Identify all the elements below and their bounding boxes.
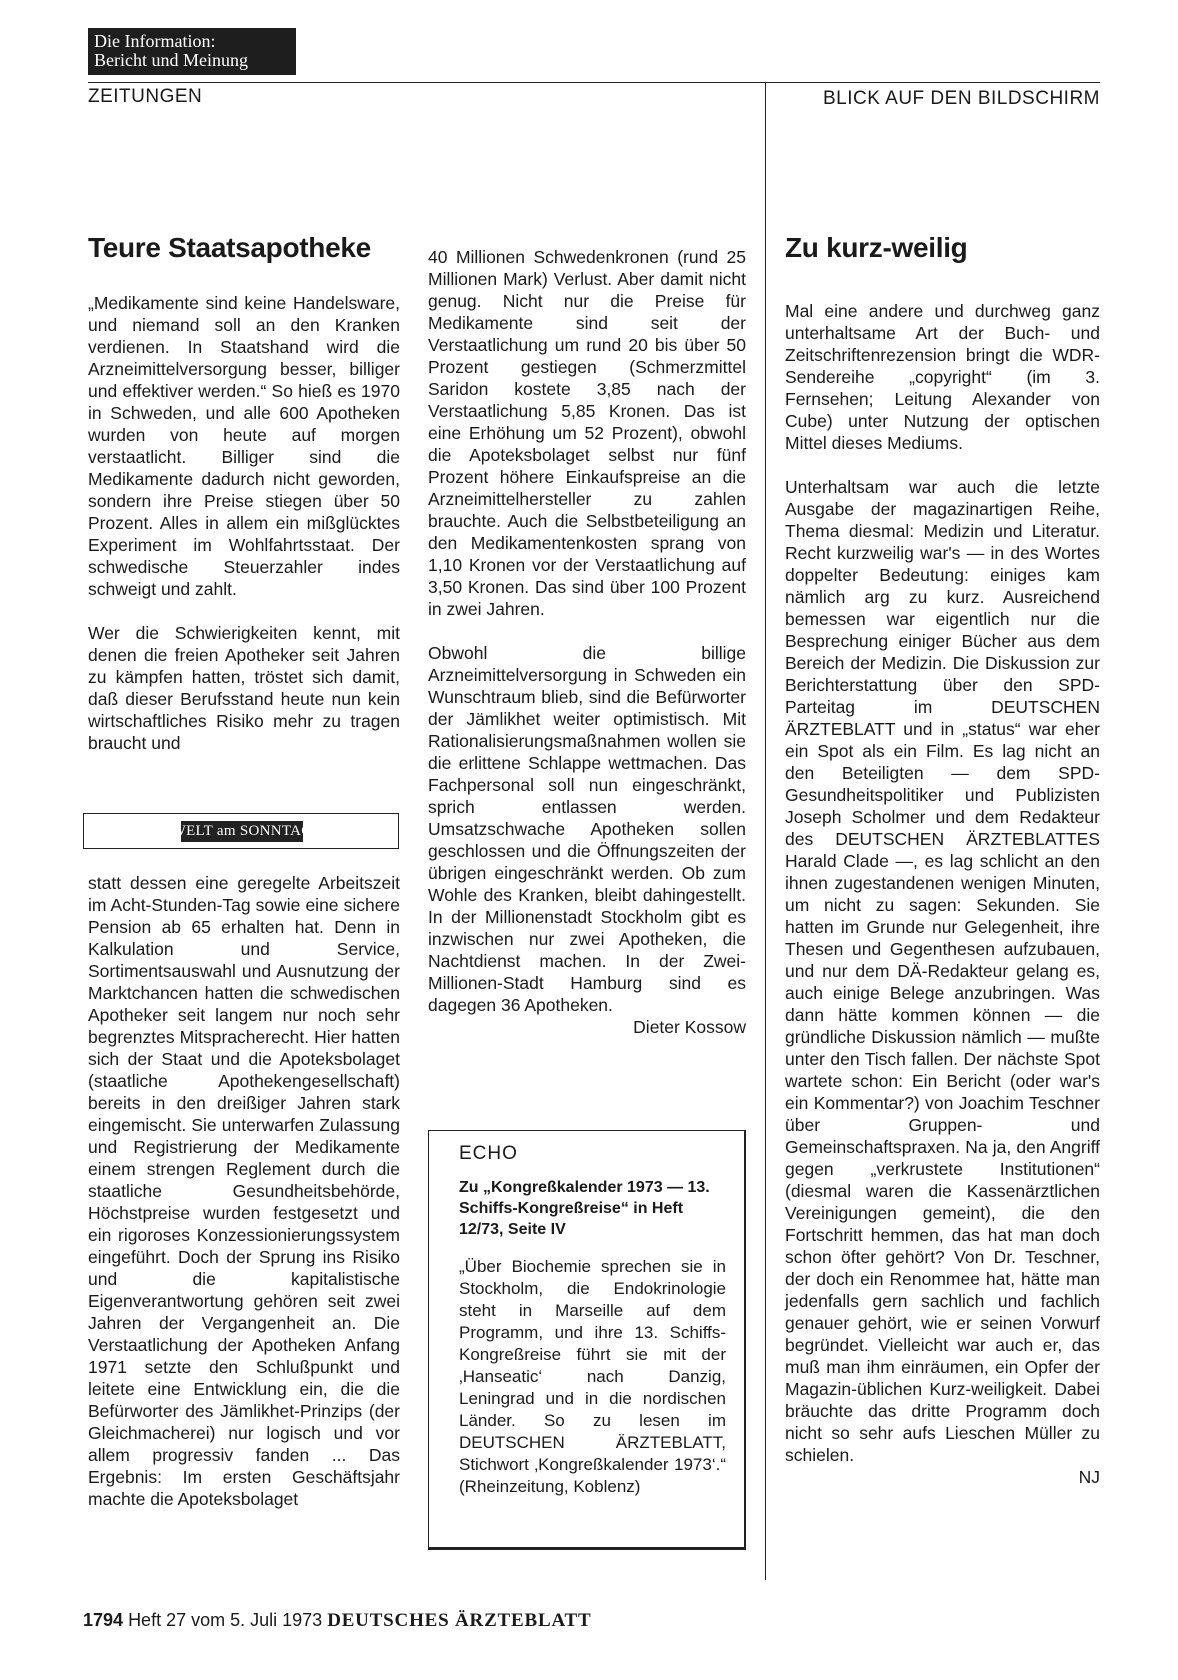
article-column-1b <box>88 872 400 1510</box>
badge-line-1: Die Information: <box>94 31 216 51</box>
article-column-1a <box>88 292 400 754</box>
paragraph: Mal eine andere und durchweg ganz unterhaltsame Art der Buch- und Zeitschriftenrezension bringt die WDR-Sendereihe „copyright“ (im 3. Fernsehen; Leitung Alexander von Cube) unter Nutzung der optischen Mittel dieses Mediums. <box>785 301 1100 453</box>
badge-line-2: Bericht und Meinung <box>94 50 248 70</box>
header-rule <box>88 82 1100 83</box>
paragraph: 40 Millionen Schwedenkronen (rund 25 Millionen Mark) Verlust. Aber damit nicht genug. Nicht nur die Preise für Medikamente sind seit der Verstaatlichung um rund 20 bis über 50 Prozent gestiegen (Schmerzmittel Saridon kostete 3,85 nach der Verstaatlichung 5,85 Kronen. Das ist eine Erhöhung um 52 Prozent), obwohl die Apoteksbolaget selbst nur fünf Prozent höhere Einkaufspreise an die Arzneimittelhersteller zu zahlen brauchte. Auch die Selbstbeteiligung an den Medikamentenkosten sprang von 1,10 Kronen vor der Verstaatlichung auf 3,50 Kronen. Das sind über 100 Prozent in zwei Jahren. <box>428 247 746 619</box>
paragraph: statt dessen eine geregelte Arbeitszeit im Acht-Stunden-Tag sowie eine sichere Pension ab 65 erhalten hat. Denn in Kalkulation und Service, Sortimentsauswahl und Ausnutzung der Marktchancen hatten die schwedischen Apotheker seit langem nur noch sehr begrenztes Mitspracherecht. Hier hatten sich der Staat und die Apoteksbolaget (staatliche Apothekengesellschaft) bereits in den dreißiger Jahren stark eingemischt. Sie unterwarfen Zulassung und Registrierung der Medikamente einem strengen Reglement durch die staatliche Gesundheitsbehörde, Höchstpreise wurden festgesetzt und ein rigoroses Konzessionierungssystem eingeführt. Doch der Sprung ins Risiko und die kapitalistische Eigenverantwortung gehören seit zwei Jahren der Vergangenheit an. Die Verstaatlichung der Apotheken Anfang 1971 setzte den Schlußpunkt und leitete eine Entwicklung ein, die die Befürworter des Jämlikhet-Prinzips (der Gleichmacherei) nur logisch und vor allem progressiv fanden ... Das Ergebnis: Im ersten Geschäftsjahr machte die Apoteksbolaget <box>88 873 400 1509</box>
article-column-3 <box>785 300 1100 1488</box>
page-footer <box>83 1610 592 1632</box>
echo-reference: Zu „Kongreßkalender 1973 — 13. Schiffs-Kongreßreise“ in Heft 12/73, Seite IV <box>459 1179 710 1238</box>
column-divider <box>765 82 766 1580</box>
article-headline: Teure Staatsapotheke <box>88 232 371 263</box>
source-box <box>83 813 399 849</box>
magazine-name: DEUTSCHES ÄRZTEBLATT <box>327 1610 592 1631</box>
article-headline-2: Zu kurz-weilig <box>785 232 968 263</box>
echo-box <box>428 1130 746 1550</box>
section-badge <box>88 28 296 75</box>
article-column-2 <box>428 246 746 1038</box>
paragraph: „Medikamente sind keine Handelsware, und niemand soll an den Kranken verdienen. In Staatshand wird die Arzneimittelversorgung besser, billiger und effektiver werden.“ So hieß es 1970 in Schweden, und alle 600 Apotheken wurden von heute auf morgen verstaatlicht. Billiger sind die Medikamente dadurch nicht geworden, sondern ihre Preise stiegen über 50 Prozent. Alles in allem ein mißglücktes Experiment im Wohlfahrtsstaat. Der schwedische Steuerzahler indes schweigt und zahlt. <box>88 293 400 599</box>
paragraph: Obwohl die billige Arzneimittelversorgung in Schweden ein Wunschtraum blieb, sind die Befürworter der Jämlikhet weiter optimistisch. Mit Rationalisierungsmaßnahmen wollen sie die erlittene Schlappe wettmachen. Das Fachpersonal soll nun eingeschränkt, sprich entlassen werden. Umsatzschwache Apotheken sollen geschlossen und die Öffnungszeiten der übrigen eingeschränkt werden. Ob zum Wohle des Kranken, bleibt dahingestellt. In der Millionenstadt Stockholm gibt es inzwischen nur zwei Apotheken, die Nachtdienst machen. In der Zwei-Millionen-Stadt Hamburg sind es dagegen 36 Apotheken. <box>428 643 746 1015</box>
paragraph: Unterhaltsam war auch die letzte Ausgabe der magazinartigen Reihe, Thema diesmal: Medizin und Literatur. Recht kurzweilig war's — in des Wortes doppelter Bedeutung: einiges kam nämlich arg zu kurz. Ausreichend bemessen war eigentlich nur die Besprechung einiger Bücher aus dem Bereich der Medizin. Die Diskussion zur Berichterstattung über den SPD-Parteitag im DEUTSCHEN ÄRZTEBLATT und in „status“ war eher ein Spot als ein Film. Es lag nicht an den Beteiligten — dem SPD-Gesundheitspolitiker und Publizisten Joseph Scholmer und dem Redakteur des DEUTSCHEN ÄRZTEBLATTES Harald Clade —, es lag schlicht an den ihnen zugestandenen wenigen Minuten, um nicht zu sagen: Sekunden. Sie hatten im Grunde nur Gelegenheit, ihre Thesen und Gegenthesen aufzubauen, und nur dem DÄ-Redakteur gelang es, auch einige Belege anzubringen. Was dann hätte kommen können — die gründliche Diskussion nämlich — mußte unter den Tisch fallen. Der nächste Spot wartete schon: Ein Bericht (oder war's ein Kommentar?) von Joachim Teschner über Gruppen- und Gemeinschaftspraxen. Na ja, den Angriff gegen „verkrustete Institutionen“ (diesmal waren die Kassenärztlichen Vereinigungen gemeint), die den Fortschritt hemmen, das hat man doch schon öfter gehört? Von Dr. Teschner, der doch ein Renommee hat, hätte man jedenfalls gern sachlich und fachlich genauer gehört, wie er seinen Vorwurf begründet. Vielleicht war auch er, das muß man ihm einräumen, ein Opfer der Magazin-üblichen Kurz-weiligkeit. Dabei bräuchte das dritte Programm doch nicht so sehr aufs Lieschen Müller zu schielen. <box>785 477 1100 1465</box>
paragraph: Wer die Schwierigkeiten kennt, mit denen die freien Apotheker seit Jahren zu kämpfen hatten, tröstet sich damit, daß dieser Berufsstand heute nun kein wirtschaftliches Risiko mehr zu tragen braucht und <box>88 623 400 753</box>
echo-text: „Über Biochemie sprechen sie in Stockholm, die Endokrinologie steht in Marseille auf dem Programm, und ihre 13. Schiffs-Kongreßreise führt sie mit der ‚Hanseatic‘ nach Danzig, Leningrad und in die nordischen Länder. So zu lesen im DEUTSCHEN ÄRZTEBLATT, Stichwort ‚Kongreßkalender 1973‘.“ (Rheinzeitung, Koblenz) <box>459 1257 726 1496</box>
page-number: 1794 <box>83 1610 124 1630</box>
section-label-left: ZEITUNGEN <box>88 86 203 107</box>
echo-title: ECHO <box>459 1143 518 1164</box>
issue-info: Heft 27 vom 5. Juli 1973 <box>128 1610 323 1630</box>
newspaper-logo: WELT am SONNTAG <box>181 821 303 842</box>
section-label-right: BLICK AUF DEN BILDSCHIRM <box>823 88 1100 109</box>
author-signature-2: NJ <box>1078 1467 1100 1487</box>
author-signature: Dieter Kossow <box>633 1017 746 1037</box>
